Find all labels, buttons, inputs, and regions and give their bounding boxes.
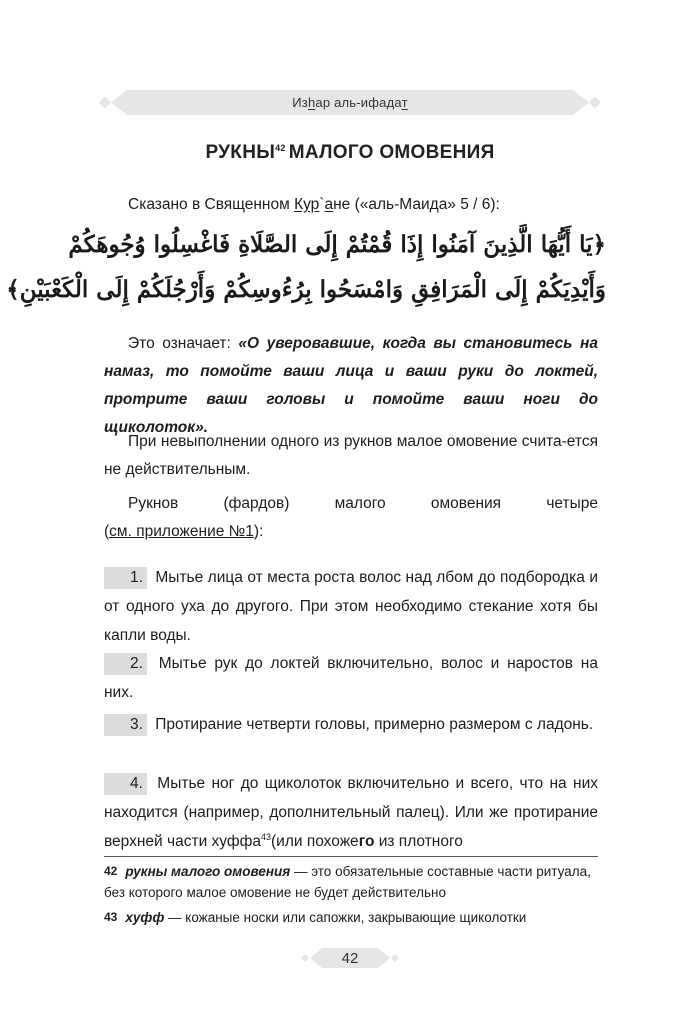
page-title: РУКНЫ$^{42}$ МАЛОГО ОМОВЕНИЯ xyxy=(205,142,495,163)
translation-quote: «О уверовавшие, когда вы становитесь на намаз, то помойте ваши лица и ваши руки до локтей, протрите ваши головы и помойте ваши ноги до щиколоток». xyxy=(104,335,598,436)
list-item: 1. Мытье лица от места роста волос над лбом до подбородка и от одного уха до другого. При этом необходимо стекание хотя бы капли воды. xyxy=(104,569,598,644)
rukn-count-paragraph: Рукнов (фардов) малого омовения четыре (см. приложение №1): xyxy=(104,495,598,540)
footnote-42: 42 рукны малого омовения — это обязательные составные части ритуала, без которого малое омовение не будет действительно xyxy=(104,864,591,900)
footnote-43: 43 хуфф — кожаные носки или сапожки, закрывающие щиколотки xyxy=(104,910,527,925)
footnote-ref-43[interactable]: 43 xyxy=(260,831,271,842)
running-header xyxy=(97,87,603,118)
invalidity-note: При невыполнении одного из рукнов малое омовение счита-ется не действительным. xyxy=(104,433,598,478)
translation-paragraph: Это означает: «О уверовавшие, когда вы становитесь на намаз, то помойте ваши лица и ваши руки до локтей, протрите ваши головы и помойте ваши ноги до щиколоток». xyxy=(104,335,598,436)
book-title: Изhар аль-ифадат xyxy=(292,95,408,110)
arabic-verse-line-1: ﴿يَا أَيُّهَا الَّذِينَ آمَنُوا إِذَا قُمْتُمْ إِلَى الصَّلَاةِ فَاغْسِلُوا وُجُوهَكُمْ xyxy=(68,231,606,258)
item-number: 2. xyxy=(104,653,147,675)
appendix-link[interactable]: см. приложение №1 xyxy=(109,523,254,540)
list-item: 3. Протирание четверти головы, примерно размером с ладонь. xyxy=(104,710,598,739)
intro-line: Сказано в Священном Кур`ане («аль-Маида» 5 / 6): xyxy=(128,196,500,213)
arabic-verse-line-2: وَأَيْدِيَكُمْ إِلَى الْمَرَافِقِ وَامْسَحُوا بِرُءُوسِكُمْ وَأَرْجُلَكُمْ إِلَى الْكَعْبَيْنِ﴾ xyxy=(6,276,606,303)
page-number: 42 xyxy=(300,945,400,971)
footnote-ref-42[interactable]: 42 xyxy=(275,142,286,153)
footnote-divider xyxy=(104,856,598,857)
item-number: 3. xyxy=(104,714,147,736)
list-item: 2. Мытье рук до локтей включительно, волос и наростов на них. xyxy=(104,655,598,701)
item-number: 4. xyxy=(104,773,147,795)
list-item: 4. Мытье ног до щиколоток включительно и всего, что на них находится (например, дополнительный палец). Или же протирание верхней части хуффа$^{43}$(или похожего из плотного xyxy=(104,775,598,850)
item-number: 1. xyxy=(104,567,147,589)
